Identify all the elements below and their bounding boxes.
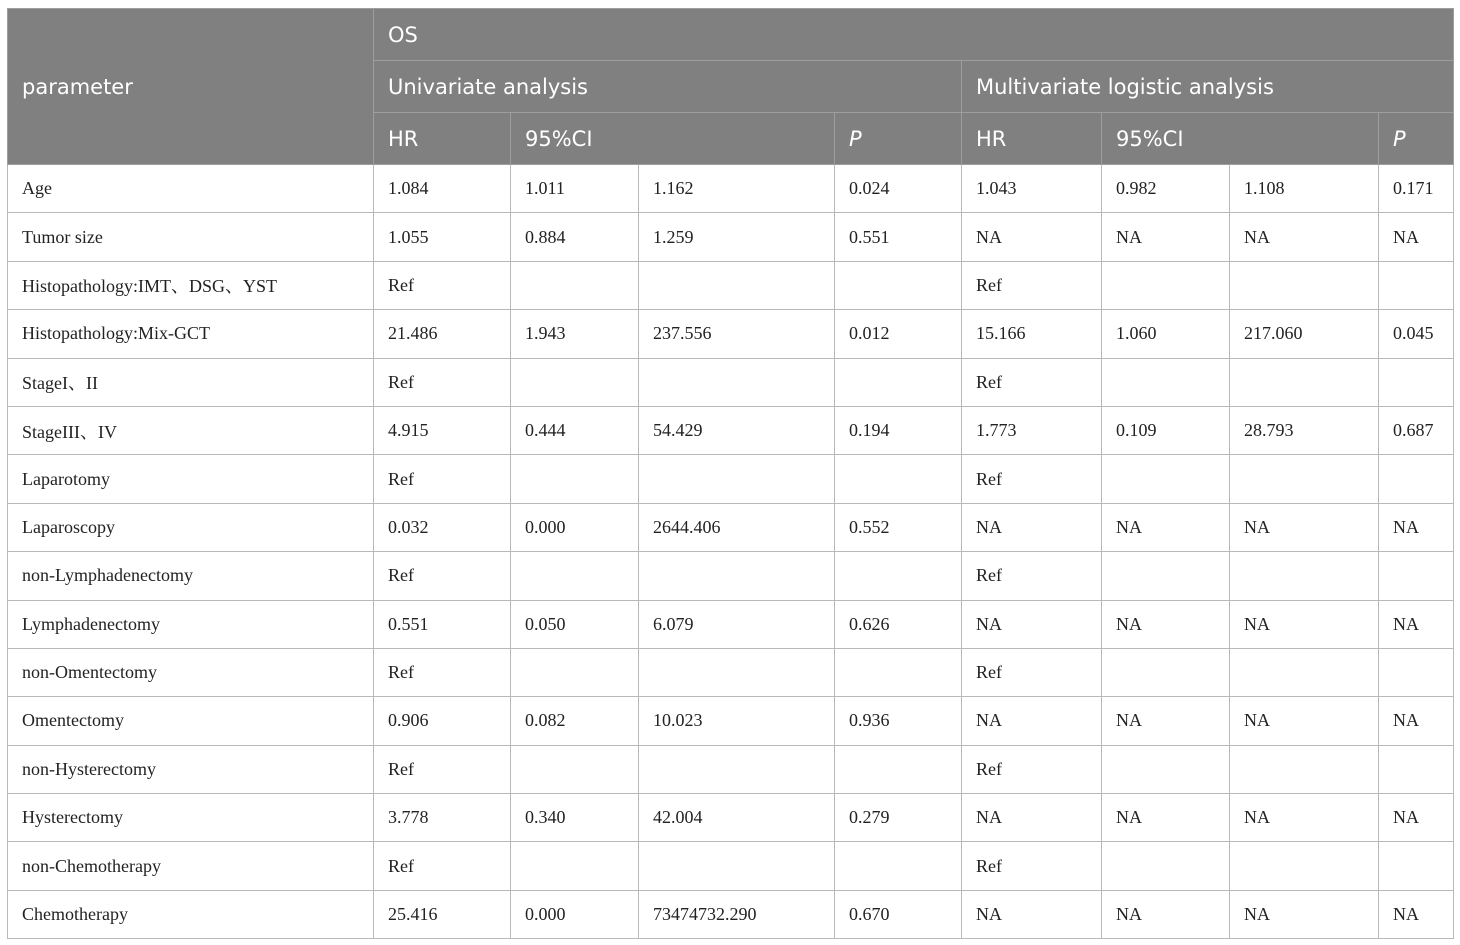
cell-uni-ci-upper: [639, 648, 835, 696]
cell-multi-ci-lower: NA: [1102, 600, 1230, 648]
header-row-1: [8, 9, 1454, 61]
cell-multi-ci-upper: [1230, 455, 1379, 503]
table-header: [8, 9, 1454, 165]
cell-parameter: non-Lymphadenectomy: [8, 552, 374, 600]
cell-uni-ci-upper: 42.004: [639, 794, 835, 842]
cell-uni-p: 0.279: [835, 794, 962, 842]
cell-multi-ci-lower: NA: [1102, 503, 1230, 551]
cell-multi-ci-lower: [1102, 745, 1230, 793]
cell-multi-p: [1379, 745, 1454, 793]
cell-uni-hr: Ref: [374, 261, 511, 309]
table-row: [8, 794, 1454, 842]
cell-multi-ci-lower: 0.982: [1102, 165, 1230, 213]
cell-multi-ci-upper: NA: [1230, 890, 1379, 938]
cell-uni-ci-upper: 6.079: [639, 600, 835, 648]
cell-multi-hr: Ref: [962, 552, 1102, 600]
cell-uni-hr: Ref: [374, 842, 511, 890]
table-row: [8, 310, 1454, 358]
cell-multi-hr: Ref: [962, 358, 1102, 406]
cell-uni-p: 0.552: [835, 503, 962, 551]
cell-multi-ci-lower: NA: [1102, 697, 1230, 745]
header-multi-ci: 95%CI: [1102, 113, 1379, 165]
cell-uni-p: 0.194: [835, 406, 962, 454]
table-body: [8, 165, 1454, 939]
cell-parameter: Laparotomy: [8, 455, 374, 503]
cell-uni-p: 0.551: [835, 213, 962, 261]
cell-uni-p: [835, 648, 962, 696]
cell-parameter: Age: [8, 165, 374, 213]
cell-multi-p: [1379, 552, 1454, 600]
cell-parameter: Tumor size: [8, 213, 374, 261]
cell-uni-hr: 0.906: [374, 697, 511, 745]
cell-parameter: StageI、II: [8, 358, 374, 406]
cell-uni-ci-upper: [639, 455, 835, 503]
cell-uni-ci-upper: [639, 552, 835, 600]
cell-uni-p: 0.024: [835, 165, 962, 213]
cell-multi-ci-upper: [1230, 842, 1379, 890]
cell-multi-hr: Ref: [962, 455, 1102, 503]
table-row: [8, 648, 1454, 696]
cell-uni-hr: Ref: [374, 552, 511, 600]
cell-uni-hr: Ref: [374, 455, 511, 503]
cell-multi-p: NA: [1379, 503, 1454, 551]
cell-multi-p: 0.045: [1379, 310, 1454, 358]
cell-uni-hr: 1.055: [374, 213, 511, 261]
cell-multi-p: NA: [1379, 213, 1454, 261]
cell-multi-p: NA: [1379, 600, 1454, 648]
cell-uni-p: 0.626: [835, 600, 962, 648]
header-univariate: Univariate analysis: [374, 61, 962, 113]
cell-parameter: non-Hysterectomy: [8, 745, 374, 793]
cell-uni-hr: Ref: [374, 745, 511, 793]
cell-multi-ci-upper: NA: [1230, 213, 1379, 261]
table-row: [8, 890, 1454, 938]
cell-multi-hr: 1.043: [962, 165, 1102, 213]
cell-multi-hr: NA: [962, 213, 1102, 261]
cell-multi-ci-lower: [1102, 648, 1230, 696]
cell-parameter: StageIII、IV: [8, 406, 374, 454]
cell-uni-ci-lower: [511, 842, 639, 890]
cell-parameter: Lymphadenectomy: [8, 600, 374, 648]
cell-uni-ci-lower: [511, 745, 639, 793]
table-row: [8, 455, 1454, 503]
cell-multi-p: NA: [1379, 890, 1454, 938]
cell-multi-hr: NA: [962, 794, 1102, 842]
cell-parameter: Laparoscopy: [8, 503, 374, 551]
cell-multi-ci-lower: NA: [1102, 890, 1230, 938]
header-uni-ci: 95%CI: [511, 113, 835, 165]
cell-uni-ci-lower: 0.884: [511, 213, 639, 261]
table-row: [8, 358, 1454, 406]
cell-uni-ci-lower: 1.011: [511, 165, 639, 213]
cell-uni-ci-upper: 10.023: [639, 697, 835, 745]
table-row: [8, 503, 1454, 551]
cell-multi-ci-lower: 1.060: [1102, 310, 1230, 358]
cell-multi-ci-upper: [1230, 648, 1379, 696]
cell-uni-ci-upper: [639, 745, 835, 793]
cell-uni-p: [835, 552, 962, 600]
cell-uni-hr: 25.416: [374, 890, 511, 938]
cell-uni-ci-lower: 0.444: [511, 406, 639, 454]
cell-uni-hr: Ref: [374, 648, 511, 696]
cell-uni-ci-upper: [639, 358, 835, 406]
cell-uni-hr: 1.084: [374, 165, 511, 213]
cell-multi-ci-lower: [1102, 842, 1230, 890]
cell-uni-p: [835, 261, 962, 309]
cell-multi-hr: Ref: [962, 261, 1102, 309]
cell-multi-p: [1379, 358, 1454, 406]
cell-uni-p: [835, 842, 962, 890]
regression-table: [7, 8, 1454, 939]
cell-multi-hr: NA: [962, 503, 1102, 551]
cell-parameter: Omentectomy: [8, 697, 374, 745]
cell-uni-ci-upper: [639, 842, 835, 890]
cell-multi-hr: 15.166: [962, 310, 1102, 358]
cell-uni-p: 0.012: [835, 310, 962, 358]
table-row: [8, 552, 1454, 600]
cell-multi-ci-lower: [1102, 552, 1230, 600]
cell-multi-ci-upper: 28.793: [1230, 406, 1379, 454]
cell-uni-ci-lower: 0.340: [511, 794, 639, 842]
cell-multi-hr: 1.773: [962, 406, 1102, 454]
header-uni-p: P: [835, 113, 962, 165]
cell-multi-p: [1379, 455, 1454, 503]
cell-multi-hr: Ref: [962, 842, 1102, 890]
cell-multi-ci-upper: NA: [1230, 697, 1379, 745]
cell-multi-ci-lower: 0.109: [1102, 406, 1230, 454]
cell-uni-ci-lower: 0.082: [511, 697, 639, 745]
cell-multi-p: NA: [1379, 697, 1454, 745]
cell-multi-ci-upper: 1.108: [1230, 165, 1379, 213]
cell-multi-ci-upper: [1230, 552, 1379, 600]
cell-multi-p: [1379, 842, 1454, 890]
cell-uni-ci-upper: 2644.406: [639, 503, 835, 551]
cell-uni-ci-lower: [511, 552, 639, 600]
cell-multi-p: [1379, 648, 1454, 696]
cell-multi-p: 0.171: [1379, 165, 1454, 213]
cell-multi-ci-upper: [1230, 261, 1379, 309]
table-row: [8, 600, 1454, 648]
table-row: [8, 745, 1454, 793]
cell-multi-ci-lower: [1102, 261, 1230, 309]
cell-parameter: Histopathology:IMT、DSG、YST: [8, 261, 374, 309]
cell-uni-hr: 4.915: [374, 406, 511, 454]
cell-multi-ci-upper: NA: [1230, 503, 1379, 551]
cell-multi-p: NA: [1379, 794, 1454, 842]
cell-parameter: Hysterectomy: [8, 794, 374, 842]
cell-multi-hr: NA: [962, 697, 1102, 745]
cell-uni-ci-upper: [639, 261, 835, 309]
cell-uni-ci-upper: 73474732.290: [639, 890, 835, 938]
cell-uni-p: [835, 745, 962, 793]
table-row: [8, 842, 1454, 890]
table-row: [8, 165, 1454, 213]
cell-multi-p: [1379, 261, 1454, 309]
cell-uni-hr: 21.486: [374, 310, 511, 358]
cell-multi-hr: NA: [962, 890, 1102, 938]
cell-multi-hr: NA: [962, 600, 1102, 648]
cell-parameter: non-Omentectomy: [8, 648, 374, 696]
cell-uni-ci-lower: [511, 648, 639, 696]
cell-parameter: Histopathology:Mix-GCT: [8, 310, 374, 358]
table-row: [8, 261, 1454, 309]
cell-multi-ci-lower: NA: [1102, 213, 1230, 261]
header-multi-hr: HR: [962, 113, 1102, 165]
table-row: [8, 406, 1454, 454]
cell-multi-ci-lower: [1102, 455, 1230, 503]
header-uni-hr: HR: [374, 113, 511, 165]
cell-uni-ci-lower: 0.000: [511, 890, 639, 938]
cell-uni-p: [835, 358, 962, 406]
cell-uni-hr: 3.778: [374, 794, 511, 842]
cell-uni-ci-lower: 0.050: [511, 600, 639, 648]
cell-uni-ci-lower: [511, 358, 639, 406]
cell-uni-p: 0.670: [835, 890, 962, 938]
cell-multi-p: 0.687: [1379, 406, 1454, 454]
cell-uni-hr: 0.032: [374, 503, 511, 551]
cell-multi-ci-upper: [1230, 358, 1379, 406]
cell-uni-p: [835, 455, 962, 503]
table-container: [7, 8, 1453, 939]
cell-multi-ci-lower: NA: [1102, 794, 1230, 842]
cell-uni-ci-upper: 1.259: [639, 213, 835, 261]
cell-uni-ci-upper: 237.556: [639, 310, 835, 358]
header-multivariate: Multivariate logistic analysis: [962, 61, 1454, 113]
cell-uni-ci-lower: 1.943: [511, 310, 639, 358]
table-row: [8, 213, 1454, 261]
header-os: OS: [374, 9, 1454, 61]
cell-multi-ci-upper: 217.060: [1230, 310, 1379, 358]
cell-uni-ci-upper: 54.429: [639, 406, 835, 454]
cell-parameter: Chemotherapy: [8, 890, 374, 938]
cell-uni-p: 0.936: [835, 697, 962, 745]
cell-uni-ci-lower: [511, 455, 639, 503]
cell-uni-ci-lower: [511, 261, 639, 309]
cell-uni-ci-upper: 1.162: [639, 165, 835, 213]
header-multi-p: P: [1379, 113, 1454, 165]
cell-uni-ci-lower: 0.000: [511, 503, 639, 551]
cell-uni-hr: 0.551: [374, 600, 511, 648]
cell-uni-hr: Ref: [374, 358, 511, 406]
cell-multi-ci-upper: NA: [1230, 794, 1379, 842]
cell-multi-ci-lower: [1102, 358, 1230, 406]
cell-multi-hr: Ref: [962, 745, 1102, 793]
table-row: [8, 697, 1454, 745]
cell-parameter: non-Chemotherapy: [8, 842, 374, 890]
cell-multi-ci-upper: [1230, 745, 1379, 793]
cell-multi-hr: Ref: [962, 648, 1102, 696]
header-parameter: parameter: [8, 9, 374, 165]
cell-multi-ci-upper: NA: [1230, 600, 1379, 648]
